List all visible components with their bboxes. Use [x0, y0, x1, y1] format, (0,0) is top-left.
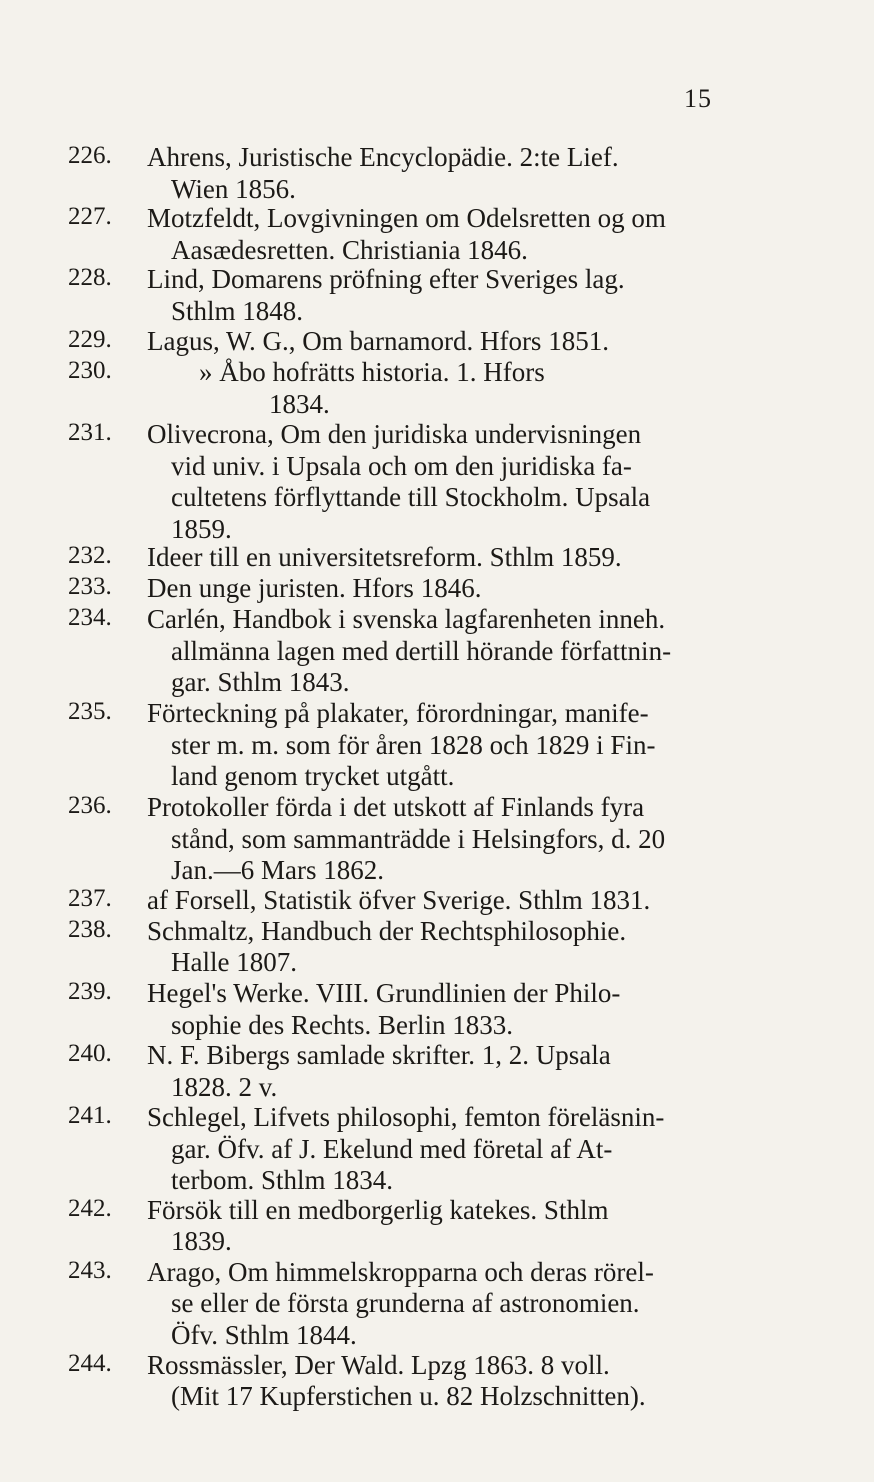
- entry-text-line: Ahrens, Juristische Encyclopädie. 2:te Lief.: [147, 142, 619, 172]
- entry-continuation-line: sophie des Rechts. Berlin 1833.: [171, 1010, 513, 1040]
- entry-continuation-line: Wien 1856.: [171, 174, 296, 204]
- entry-continuation-line: Aasædesretten. Christiania 1846.: [171, 235, 528, 265]
- entry-continuation-line: se eller de första grunderna af astronomien.: [171, 1288, 640, 1318]
- entry-text-line: Protokoller förda i det utskott af Finlands fyra: [147, 792, 645, 822]
- entry-text-line: Rossmässler, Der Wald. Lpzg 1863. 8 voll.: [147, 1350, 610, 1380]
- entry-continuation-line: cultetens förflyttande till Stockholm. Upsala: [171, 482, 651, 512]
- entry-number: 239.: [68, 978, 112, 1005]
- entry-text-line: Lagus, W. G., Om barnamord. Hfors 1851.: [147, 326, 609, 356]
- entry-text-line: Lind, Domarens pröfning efter Sveriges lag.: [147, 264, 625, 294]
- entry-text-line: » Åbo hofrätts historia. 1. Hfors: [199, 357, 545, 387]
- entry-number: 226.: [68, 142, 112, 169]
- entry-continuation-line: 1839.: [171, 1226, 232, 1256]
- entry-text-line: Ideer till en universitetsreform. Sthlm 1859.: [147, 542, 622, 572]
- entry-number: 234.: [68, 604, 112, 631]
- entry-continuation-line: gar. Sthlm 1843.: [171, 667, 350, 697]
- entry-continuation-line: 1828. 2 v.: [171, 1072, 278, 1102]
- entry-number: 232.: [68, 542, 112, 569]
- entry-continuation-line: vid univ. i Upsala och om den juridiska fa-: [171, 451, 632, 481]
- entry-number: 227.: [68, 203, 112, 230]
- entry-text-line: Försök till en medborgerlig katekes. Sthlm: [147, 1195, 609, 1225]
- entry-number: 243.: [68, 1257, 112, 1284]
- entry-text-line: af Forsell, Statistik öfver Sverige. Sthlm 1831.: [147, 885, 651, 915]
- entry-continuation-line: land genom trycket utgått.: [171, 761, 455, 791]
- entry-number: 237.: [68, 885, 112, 912]
- entry-continuation-line: gar. Öfv. af J. Ekelund med företal af At-: [171, 1134, 613, 1164]
- entry-continuation-line: Halle 1807.: [171, 947, 297, 977]
- entry-text-line: Schlegel, Lifvets philosophi, femton föreläsnin-: [147, 1102, 665, 1132]
- entry-continuation-line: 1834.: [269, 389, 330, 419]
- entry-number: 228.: [68, 264, 112, 291]
- entry-number: 229.: [68, 326, 112, 353]
- entry-number: 240.: [68, 1040, 112, 1067]
- entry-text-line: Hegel's Werke. VIII. Grundlinien der Philo-: [147, 978, 621, 1008]
- entry-number: 241.: [68, 1102, 112, 1129]
- entry-number: 235.: [68, 698, 112, 725]
- entry-text-line: Arago, Om himmelskropparna och deras rörel-: [147, 1257, 654, 1287]
- page-number: 15: [684, 84, 712, 113]
- entry-continuation-line: Sthlm 1848.: [171, 296, 304, 326]
- entry-number: 236.: [68, 792, 112, 819]
- entry-number: 231.: [68, 419, 112, 446]
- entry-continuation-line: Jan.—6 Mars 1862.: [171, 855, 384, 885]
- entry-text-line: Den unge juristen. Hfors 1846.: [147, 573, 482, 603]
- entry-text-line: Schmaltz, Handbuch der Rechtsphilosophie.: [147, 916, 627, 946]
- entry-continuation-line: terbom. Sthlm 1834.: [171, 1165, 393, 1195]
- entry-text-line: Förteckning på plakater, förordningar, manife-: [147, 698, 649, 728]
- entry-number: 242.: [68, 1195, 112, 1222]
- entry-text-line: Motzfeldt, Lovgivningen om Odelsretten og om: [147, 203, 666, 233]
- entry-number: 238.: [68, 916, 112, 943]
- entry-text-line: Olivecrona, Om den juridiska undervisningen: [147, 419, 642, 449]
- entry-continuation-line: stånd, som sammanträdde i Helsingfors, d. 20: [171, 824, 666, 854]
- entry-number: 233.: [68, 573, 112, 600]
- entry-continuation-line: 1859.: [171, 514, 232, 544]
- entry-continuation-line: (Mit 17 Kupferstichen u. 82 Holzschnitten).: [171, 1381, 646, 1411]
- entry-continuation-line: allmänna lagen med dertill hörande författnin-: [171, 636, 672, 666]
- entry-continuation-line: ster m. m. som för åren 1828 och 1829 i Fin-: [171, 730, 656, 760]
- entry-number: 230.: [68, 357, 112, 384]
- entry-continuation-line: Öfv. Sthlm 1844.: [171, 1320, 357, 1350]
- entry-text-line: Carlén, Handbok i svenska lagfarenheten inneh.: [147, 604, 666, 634]
- entry-number: 244.: [68, 1350, 112, 1377]
- entry-text-line: N. F. Bibergs samlade skrifter. 1, 2. Upsala: [147, 1040, 611, 1070]
